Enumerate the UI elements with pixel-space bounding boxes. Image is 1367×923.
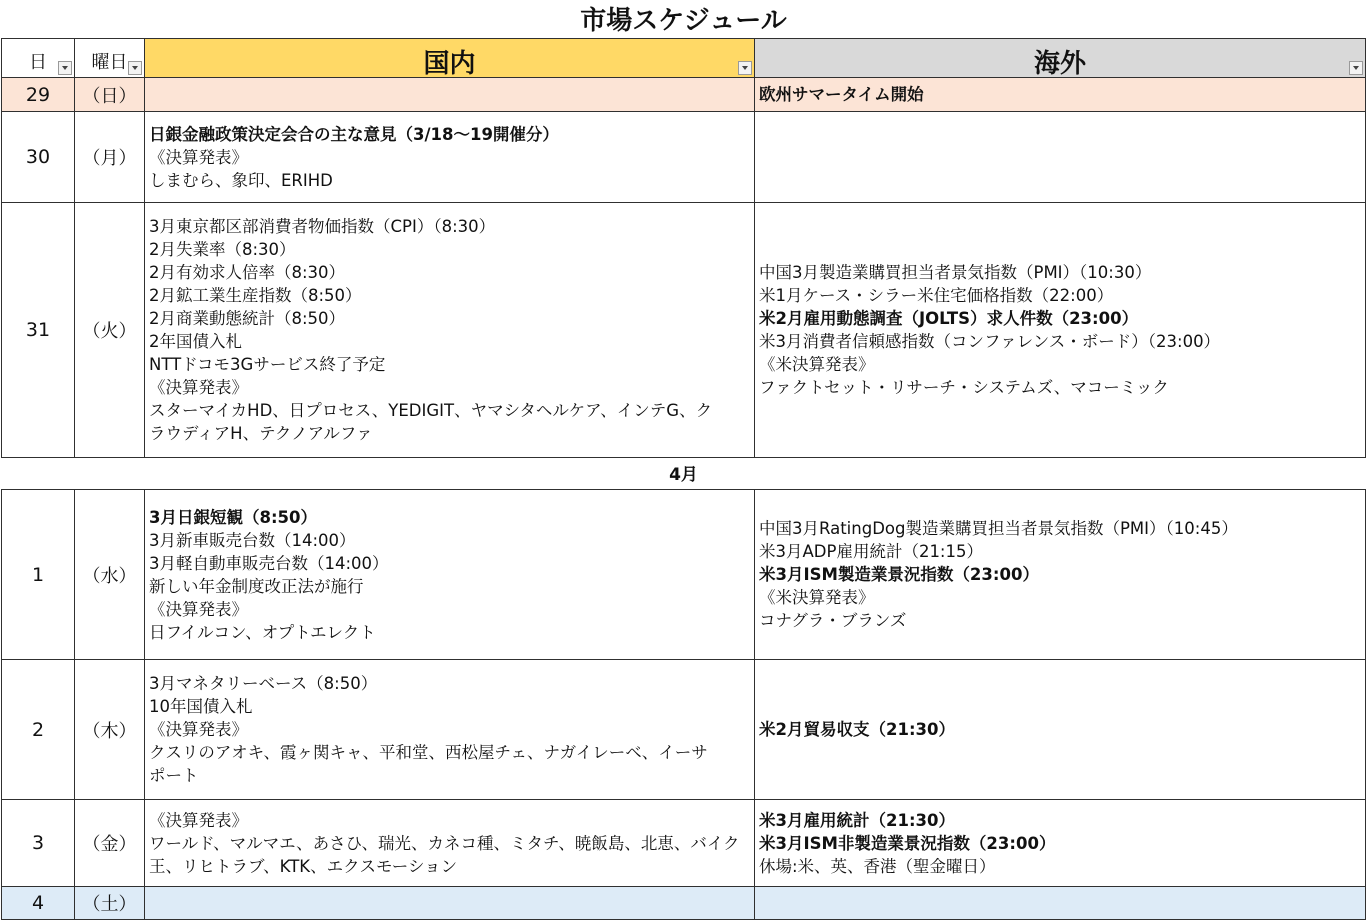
- page-title: 市場スケジュール: [580, 6, 787, 36]
- event-line: 米2月貿易収支（21:30）: [759, 720, 956, 739]
- event-line: 中国3月製造業購買担当者景気指数（PMI）（10:30）: [759, 263, 1152, 282]
- event-line: ワールド、マルマエ、あさひ、瑞光、カネコ種、ミタチ、暁飯島、北恵、バイク: [149, 833, 740, 853]
- event-line: 《米決算発表》: [759, 355, 875, 374]
- event-line: NTTドコモ3Gサービス終了予定: [149, 355, 386, 374]
- event-line: 《決算発表》: [149, 378, 248, 397]
- overseas-cell: [755, 78, 1366, 112]
- event-line: 《決算発表》: [149, 810, 248, 830]
- event-line: 3月軽自動車販売台数（14:00）: [149, 553, 389, 573]
- event-line: 休場:米、英、香港（聖金曜日）: [759, 856, 996, 876]
- event-line: 3月マネタリーベース（8:50）: [149, 674, 378, 693]
- event-line: スターマイカHD、日プロセス、YEDIGIT、ヤマシタヘルケア、インテG、ク: [149, 401, 713, 420]
- day-cell: 1: [2, 490, 75, 660]
- weekday-cell: （水）: [75, 490, 145, 660]
- event-line: 10年国債入札: [149, 697, 253, 716]
- header-day-label: 日: [29, 52, 47, 73]
- overseas-cell: [755, 800, 1366, 887]
- day-cell: 4: [2, 887, 75, 920]
- table-row: [2, 112, 1366, 203]
- overseas-cell: [755, 887, 1366, 920]
- event-line: 2年国債入札: [149, 332, 242, 351]
- event-line: ファクトセット・リサーチ・システムズ、マコーミック: [759, 378, 1169, 397]
- header-weekday-label: 曜日: [91, 52, 128, 73]
- filter-dropdown-icon[interactable]: [738, 61, 752, 75]
- day-cell: 3: [2, 800, 75, 887]
- table-row: [2, 887, 1366, 920]
- event-line: 《決算発表》: [149, 720, 248, 739]
- event-line: 3月日銀短観（8:50）: [149, 507, 318, 527]
- event-line: 王、リヒトラブ、KTK、エクスモーション: [149, 856, 458, 876]
- filter-dropdown-icon[interactable]: [58, 61, 72, 75]
- event-line: 《決算発表》: [149, 147, 248, 167]
- domestic-cell: [145, 78, 755, 112]
- domestic-cell: [145, 887, 755, 920]
- event-line: コナグラ・ブランズ: [759, 611, 907, 630]
- schedule-table-april: [1, 489, 1366, 920]
- event-line: 新しい年金制度改正法が施行: [149, 576, 364, 596]
- weekday-cell: （金）: [75, 800, 145, 887]
- header-overseas-label: 海外: [1033, 48, 1086, 79]
- table-row: [2, 660, 1366, 800]
- weekday-cell: （木）: [75, 660, 145, 800]
- event-line: 《決算発表》: [149, 599, 248, 619]
- event-line: 米3月ISM製造業景況指数（23:00）: [759, 565, 1039, 584]
- table-row: [2, 203, 1366, 458]
- weekday-cell: （月）: [75, 112, 145, 203]
- event-line: 2月商業動態統計（8:50）: [149, 309, 346, 328]
- domestic-cell: [145, 112, 755, 203]
- table-row: [2, 800, 1366, 887]
- weekday-cell: （日）: [75, 78, 145, 112]
- event-line: 2月鉱工業生産指数（8:50）: [149, 286, 362, 305]
- weekday-cell: （火）: [75, 203, 145, 458]
- event-line: 米2月雇用動態調査（JOLTS）求人件数（23:00）: [759, 309, 1139, 328]
- event-line: 米3月消費者信頼感指数（コンファレンス・ボード）（23:00）: [759, 332, 1221, 351]
- overseas-cell: [755, 660, 1366, 800]
- event-line: 2月失業率（8:30）: [149, 240, 296, 259]
- event-line: 2月有効求人倍率（8:30）: [149, 263, 346, 282]
- schedule-table-march: [1, 38, 1366, 458]
- event-line: ポート: [149, 766, 199, 785]
- event-line: クスリのアオキ、霞ヶ関キャ、平和堂、西松屋チェ、ナガイレーベ、イーサ: [149, 743, 708, 762]
- header-day: [2, 39, 75, 78]
- event-line: しまむら、象印、ERIHD: [149, 170, 333, 190]
- weekday-cell: （土）: [75, 887, 145, 920]
- domestic-cell: [145, 490, 755, 660]
- event-line: 米1月ケース・シラー米住宅価格指数（22:00）: [759, 286, 1114, 305]
- table-row: [2, 490, 1366, 660]
- header-weekday: [75, 39, 145, 78]
- event-line: 米3月ISM非製造業景況指数（23:00）: [759, 833, 1056, 853]
- filter-dropdown-icon[interactable]: [1349, 61, 1363, 75]
- event-line: 日銀金融政策決定会合の主な意見（3/18～19開催分）: [149, 124, 559, 144]
- day-cell: 31: [2, 203, 75, 458]
- overseas-cell: [755, 112, 1366, 203]
- filter-dropdown-icon[interactable]: [128, 61, 142, 75]
- event-line: 3月東京都区部消費者物価指数（CPI）（8:30）: [149, 217, 496, 236]
- event-line: 中国3月RatingDog製造業購買担当者景気指数（PMI）（10:45）: [759, 519, 1238, 538]
- day-cell: 29: [2, 78, 75, 112]
- event-line: 米3月雇用統計（21:30）: [759, 810, 956, 830]
- day-cell: 30: [2, 112, 75, 203]
- event-line: 米3月ADP雇用統計（21:15）: [759, 542, 983, 561]
- event-line: 3月新車販売台数（14:00）: [149, 530, 356, 550]
- event-line: 日フイルコン、オプトエレクト: [149, 622, 376, 642]
- event-line: 《米決算発表》: [759, 588, 875, 607]
- header-domestic: [145, 39, 755, 78]
- month-label: 4月: [669, 465, 698, 485]
- overseas-cell: [755, 203, 1366, 458]
- header-row: [2, 39, 1366, 78]
- day-cell: 2: [2, 660, 75, 800]
- header-overseas: [755, 39, 1366, 78]
- event-line: ラウディアH、テクノアルファ: [149, 424, 373, 443]
- header-domestic-label: 国内: [423, 48, 476, 79]
- overseas-cell: [755, 490, 1366, 660]
- domestic-cell: [145, 800, 755, 887]
- table-row: [2, 78, 1366, 112]
- event-line: 欧州サマータイム開始: [759, 85, 924, 104]
- domestic-cell: [145, 203, 755, 458]
- domestic-cell: [145, 660, 755, 800]
